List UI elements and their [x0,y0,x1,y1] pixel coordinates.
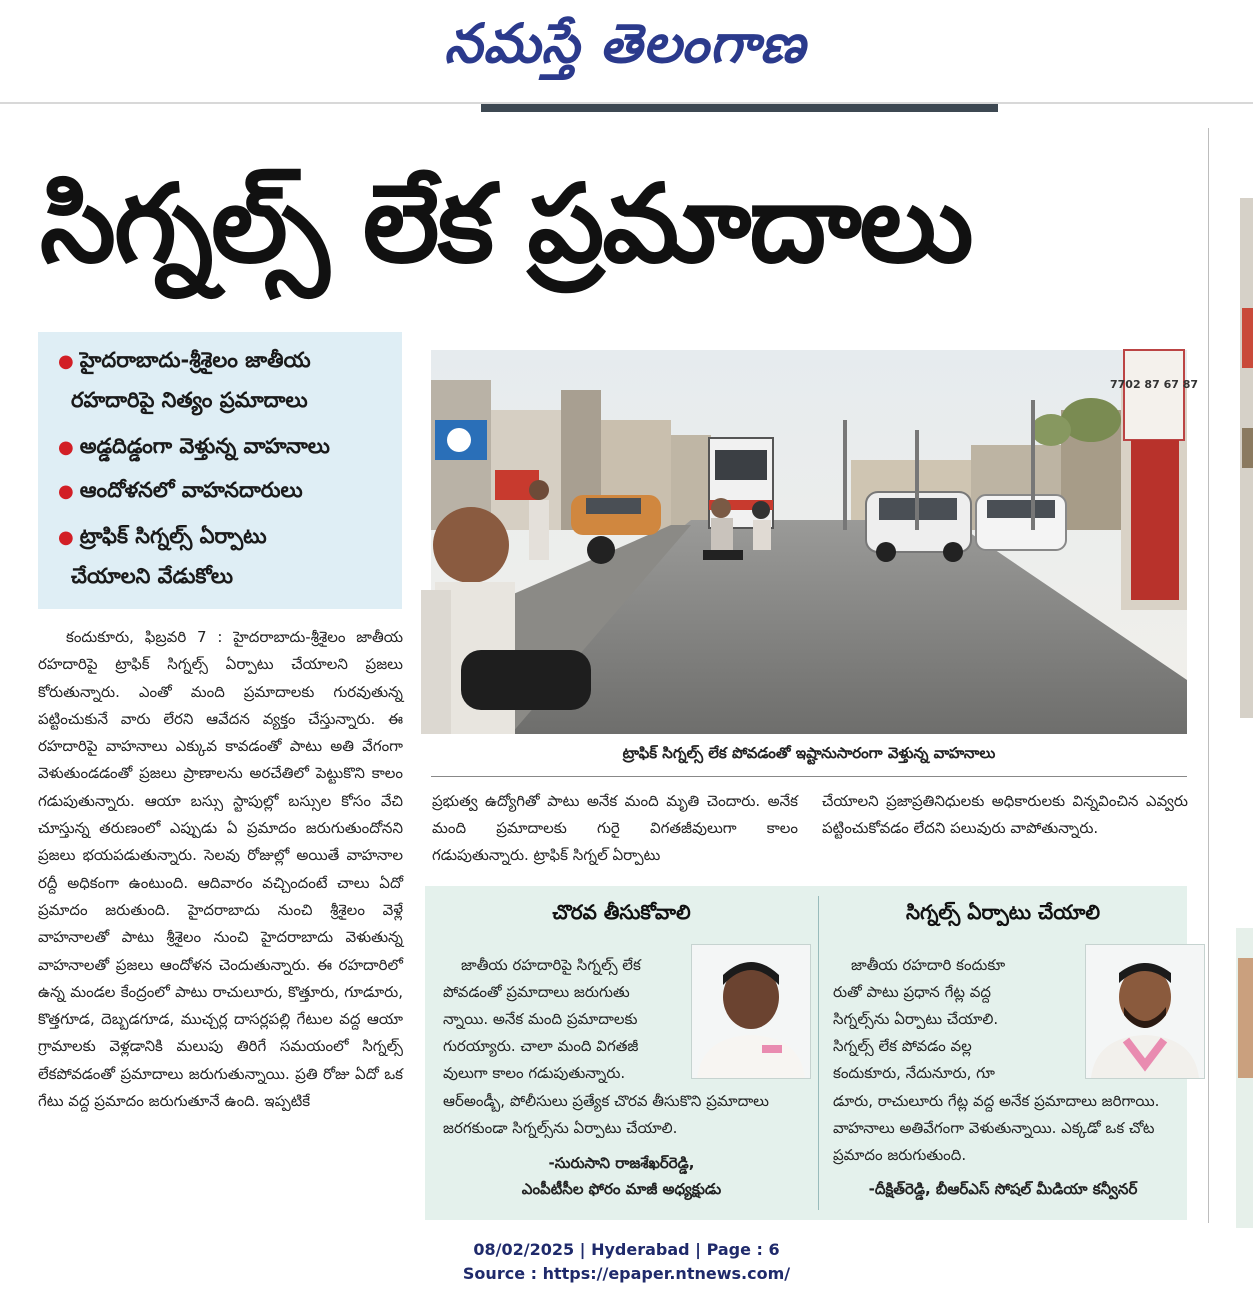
masthead [0,0,1253,100]
quote-text: జాతీయ రహదారి కందుకూ రుతో పాటు ప్రధాన గేట్ల వద్ద సిగ్నల్స్‌ను ఏర్పాటు చేయాలి. సిగ్నల్స్ లేక పోవడం వల్ల కందుకూరు, నేదునూరు, గూ [833,956,1006,1082]
quote-author-designation: ఎంపీటీసీల ఫోరం మాజీ అధ్యక్షుడు [521,1180,722,1198]
highlight-item-cont: రహదారిపై నిత్యం ప్రమాదాలు [71,388,308,412]
page-info: 08/02/2025 | Hyderabad | Page : 6 [473,1240,780,1259]
billboard-number: 7702 87 67 87 [1109,378,1199,391]
quote-heading: సిగ్నల్స్ ఏర్పాటు చేయాలి [905,900,1101,924]
quote-author: -సురుసాని రాజశేఖర్‌రెడ్డి, [548,1154,695,1172]
person-portrait-icon [1086,945,1204,1078]
section-bar [481,104,998,112]
highlight-item: ● హైదరాబాదు-శ్రీశైలం జాతీయ [58,348,311,372]
highlight-item: ● ట్రాఫిక్ సిగ్నల్స్ ఏర్పాటు [58,524,267,548]
street-scene-illustration [431,350,1199,734]
highlights-box [38,332,402,609]
bullet-icon: ● [58,481,74,502]
person-portrait-icon [692,945,810,1078]
bullet-icon: ● [58,437,74,458]
bullet-icon: ● [58,527,74,548]
article-headline: సిగ్నల్స్ లేక ప్రమాదాలు [40,162,972,287]
photo-caption: ట్రాఫిక్ సిగ్నల్స్ లేక పోవడంతో ఇష్టానుసారంగా వెళ్తున్న వాహనాలు [622,744,996,762]
news-photo [431,350,1199,734]
quote-heading: చొరవ తీసుకోవాలి [552,900,691,924]
adjacent-article-edge [1212,128,1253,1228]
article-body-mid-1: ప్రభుత్వ ఉద్యోగితో పాటు అనేక మంది మృతి చెందారు. అనేక మంది ప్రమాదాలకు గురై విగతజీవులుగా కాలం గడుపుతున్నారు. ట్రాఫిక్ సిగ్నల్ ఏర్పాటు [432,792,798,864]
column-divider [1208,128,1209,1223]
quotes-box [425,886,1187,1220]
person-photo [1085,944,1205,1079]
person-photo [691,944,811,1079]
article-body-left [38,624,403,1115]
source-link[interactable]: Source : https://epaper.ntnews.com/ [462,1264,791,1283]
highlight-item: ● ఆందోళనలో వాహనదారులు [58,478,303,502]
article-body-mid-2: చేయాలని ప్రజాప్రతినిధులకు అధికారులకు విన్నవించిన ఎవ్వరు పట్టించుకోవడం లేదని పలువురు వాపోతున్నారు. [822,792,1188,837]
quote-author: -దీక్షిత్‌రెడ్డి, బీఆర్ఎస్ సోషల్ మీడియా కన్వీనర్ [868,1180,1138,1198]
highlight-item-cont: చేయాలని వేడుకోలు [71,564,234,588]
highlight-item: ● అడ్డదిడ్డంగా వెళ్తున్న వాహనాలు [58,434,330,458]
newspaper-logo: నమస్తే తెలంగాణ [444,12,806,75]
quote-text-cont: డూరు, రాచులూరు గేట్ల వద్ద అనేక ప్రమాదాలు జరిగాయి. వాహనాలు అతివేగంగా వెళుతున్నాయి. ఎక్కడో ఒక చోట ప్రమాదం జరుగుతుంది. [833,1092,1160,1164]
article-paragraph: కందుకూరు, ఫిబ్రవరి 7 : హైదరాబాదు-శ్రీశైలం జాతీయ రహదారిపై ట్రాఫిక్ సిగ్నల్స్ ఏర్పాటు చేయాలని ప్రజలు కోరుతున్నారు. ఎంతో మంది ప్రమాదాలకు గురవుతున్న పట్టించుకునే వారు లేరని ఆవేదన వ్యక్తం చేస్తున్నారు. ఈ రహదారిపై వాహనాలు ఎక్కువ కావడంతో పాటు అతి వేగంగా వెళుతుండడంతో ప్రజలు ప్రాణాలను అరచేతిలో పెట్టుకొని కాలం గడుపుతున్నారు. ఆయా బస్సు స్టాపుల్లో బస్సుల కోసం వేచి చూస్తున్న తరుణంలో ఎప్పుడు ఏ ప్రమాదం జరుగుతుందోనని ప్రజలు భయపడుతున్నారు. సెలవు రోజుల్లో అయితే వాహనాల రద్దీ అధికంగా ఉంటుంది. ఆదివారం వచ్చిందంటే చాలు ఏదో ప్రమాదం జరుతుంది. హైదరాబాదు నుంచి శ్రీశైలం వెళ్లే వాహనాలతో పాటు శ్రీశైలం నుంచి హైదరాబాదు వెళుతున్న వాహనాలతో ప్రజలు ఆందోళన చెందుతున్నారు. ఈ రహదారిలో ఉన్న మండల కేంద్రంలో పాటు రాచులూరు, కొత్తూరు, గూడూరు, కొత్తగూడ, దెబ్బడగూడ, ముచ్చర్ల దాసర్లపల్లి గేటుల వద్ద ఆయా గ్రామాలకు వెళ్లడానికి మలుపు తిరిగే సమయంలో సిగ్నల్స్ లేకపోవడంతో ప్రమాదాలు జరుగుతున్నాయి. ప్రతి రోజు ఏదో ఒక గేటు వద్ద ప్రమాదం జరుగుతూనే ఉంది. ఇప్పటికే [38,628,403,1111]
quote-text-cont: ఆర్అండ్బీ, పోలీసులు ప్రత్యేక చొరవ తీసుకొని ప్రమాదాలు జరగకుండా సిగ్నల్స్‌ను ఏర్పాటు చేయాలి. [443,1092,770,1137]
caption-rule [431,776,1187,777]
bullet-icon: ● [58,351,74,372]
adjacent-article-illustration [1212,128,1253,1228]
quote-divider [818,896,819,1210]
quote-text: జాతీయ రహదారిపై సిగ్నల్స్ లేక పోవడంతో ప్రమాదాలు జరుగుతు న్నాయి. అనేక మంది ప్రమాదాలకు గురయ్యారు. చాలా మంది విగతజీ వులుగా కాలం గడుపుతున్నారు. [443,956,641,1082]
